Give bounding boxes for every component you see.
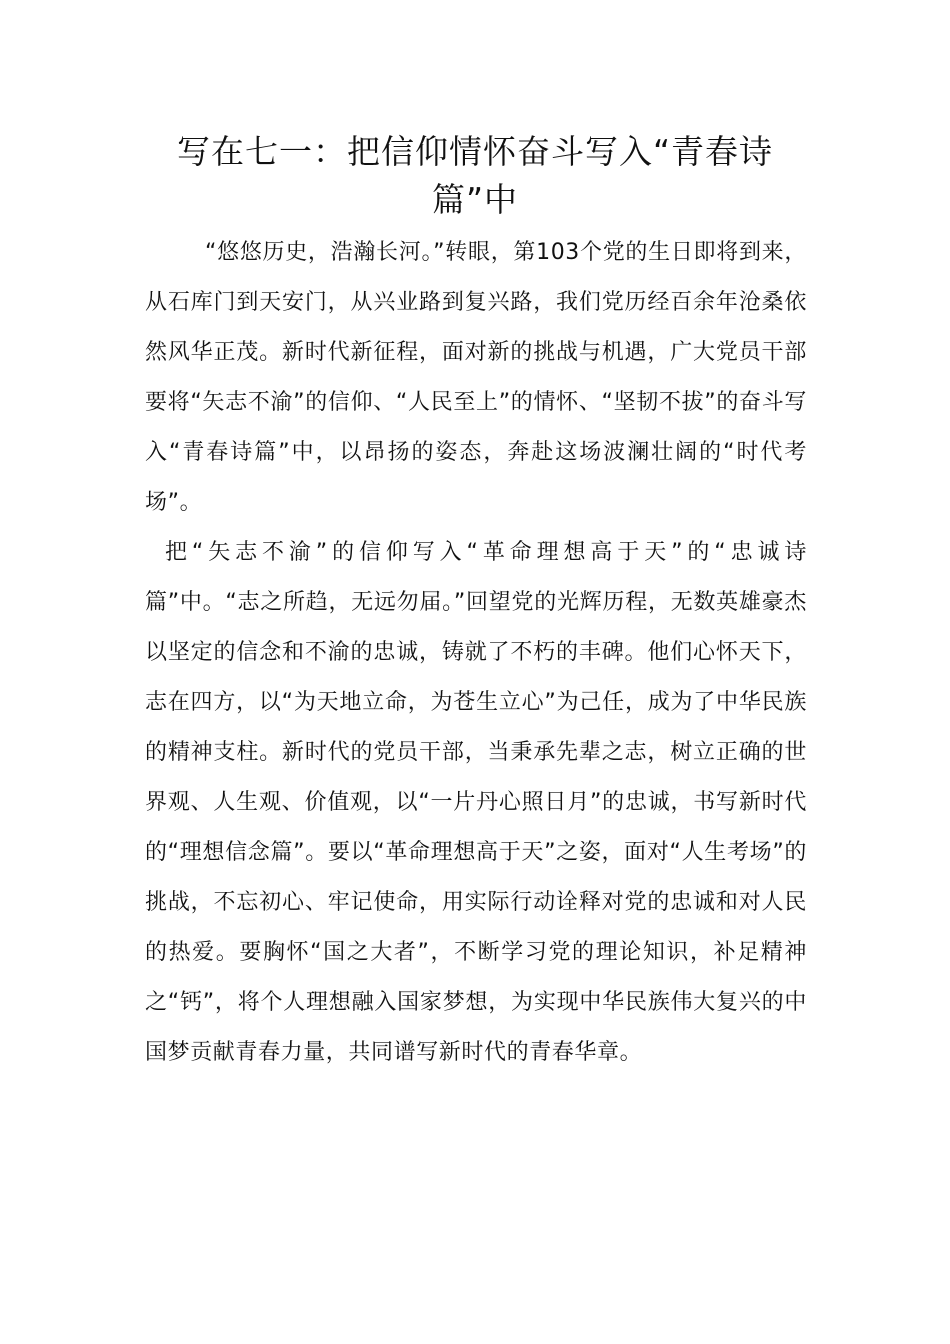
document-title: 写在七一：把信仰情怀奋斗写入“青春诗篇”中 <box>176 132 774 219</box>
paragraph-intro: “悠悠历史，浩瀚长河。”转眼，第103个党的生日即将到来，从石库门到天安门，从兴业路到复兴路，我们党历经百余年沧桑依然风华正茂。新时代新征程，面对新的挑战与机遇，广大党员干部要将“矢志不渝”的信仰、“人民至上”的情怀、“坚韧不拔”的奋斗写入“青春诗篇”中，以昂扬的姿态，奔赴这场波澜壮阔的“时代考场”。 <box>145 240 807 515</box>
document-body <box>145 228 807 1078</box>
paragraph-faith: 把“矢志不渝”的信仰写入“革命理想高于天”的“忠诚诗篇”中。“志之所趋，无远勿届。”回望党的光辉历程，无数英雄豪杰以坚定的信念和不渝的忠诚，铸就了不朽的丰碑。他们心怀天下，志在四方，以“为天地立命，为苍生立心”为己任，成为了中华民族的精神支柱。新时代的党员干部，当秉承先辈之志，树立正确的世界观、人生观、价值观，以“一片丹心照日月”的忠诚，书写新时代的“理想信念篇”。要以“革命理想高于天”之姿，面对“人生考场”的挑战，不忘初心、牢记使命，用实际行动诠释对党的忠诚和对人民的热爱。要胸怀“国之大者”，不断学习党的理论知识，补足精神之“钙”，将个人理想融入国家梦想，为实现中华民族伟大复兴的中国梦贡献青春力量，共同谱写新时代的青春华章。 <box>145 540 807 1065</box>
